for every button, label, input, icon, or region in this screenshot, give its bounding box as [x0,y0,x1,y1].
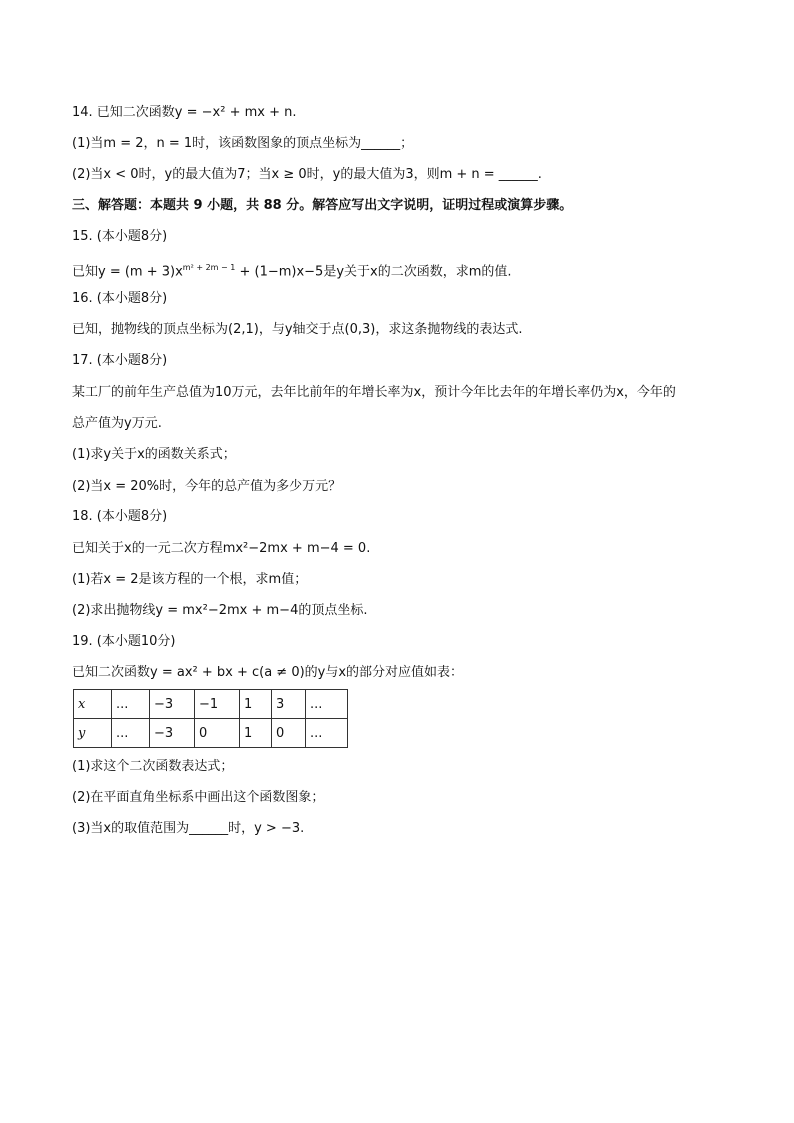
table-cell: −3 [150,690,195,719]
q18-heading: 18. (本小题8分) [72,509,168,524]
q17-part1: (1)求y关于x的函数关系式； [72,447,236,462]
table-cell: y [74,719,112,748]
table-cell: 1 [240,719,272,748]
q14-title: 14. 已知二次函数y = −x² + mx + n. [72,105,297,120]
q16-body: 已知，抛物线的顶点坐标为(2,1)，与y轴交于点(0,3)，求这条抛物线的表达式. [72,322,523,337]
table-cell: −1 [195,690,240,719]
table-cell: ... [112,719,150,748]
q17-body-line2: 总产值为y万元. [72,416,162,431]
q15-heading: 15. (本小题8分) [72,229,168,244]
table-cell: ... [306,719,348,748]
table-cell: 3 [272,690,306,719]
q14-part2: (2)当x < 0时，y的最大值为7；当x ≥ 0时，y的最大值为3，则m + n = ______. [72,167,542,182]
q19-body: 已知二次函数y = ax² + bx + c(a ≠ 0)的y与x的部分对应值如表： [72,665,464,680]
q15-body-b: + (1−m)x−5是y关于x的二次函数，求m的值. [235,264,512,280]
q15-exponent: m² + 2m − 1 [182,263,236,272]
table-cell: 0 [272,719,306,748]
q18-body: 已知关于x的一元二次方程mx²−2mx + m−4 = 0. [72,541,371,556]
q17-body-line1: 某工厂的前年生产总值为10万元，去年比前年的年增长率为x，预计今年比去年的年增长率仍为x，今年的 [72,385,676,400]
table-row [74,719,348,748]
q18-part2: (2)求出抛物线y = mx²−2mx + m−4的顶点坐标. [72,603,368,618]
table-row [74,690,348,719]
q19-part2: (2)在平面直角坐标系中画出这个函数图象； [72,790,325,805]
table-cell: 0 [195,719,240,748]
table-cell: ... [112,690,150,719]
q19-part3: (3)当x的取值范围为______时，y > −3. [72,821,305,836]
table-cell: ... [306,690,348,719]
q16-heading: 16. (本小题8分) [72,291,168,306]
table-cell: −3 [150,719,195,748]
q17-part2: (2)当x = 20%时，今年的总产值为多少万元？ [72,479,342,494]
q15-body [72,259,512,281]
q14-part1: (1)当m = 2，n = 1时，该函数图象的顶点坐标为______； [72,136,414,151]
q17-heading: 17. (本小题8分) [72,353,168,368]
q15-body-a: 已知y = (m + 3)x [72,264,183,280]
q19-heading: 19. (本小题10分) [72,634,176,649]
table-cell: 1 [240,690,272,719]
q19-part1: (1)求这个二次函数表达式； [72,759,234,774]
table-cell: x [74,690,112,719]
section-3-heading: 三、解答题：本题共 9 小题，共 88 分。解答应写出文字说明，证明过程或演算步骤。 [72,198,573,213]
q18-part1: (1)若x = 2是该方程的一个根，求m值； [72,572,308,587]
value-table [73,689,348,748]
